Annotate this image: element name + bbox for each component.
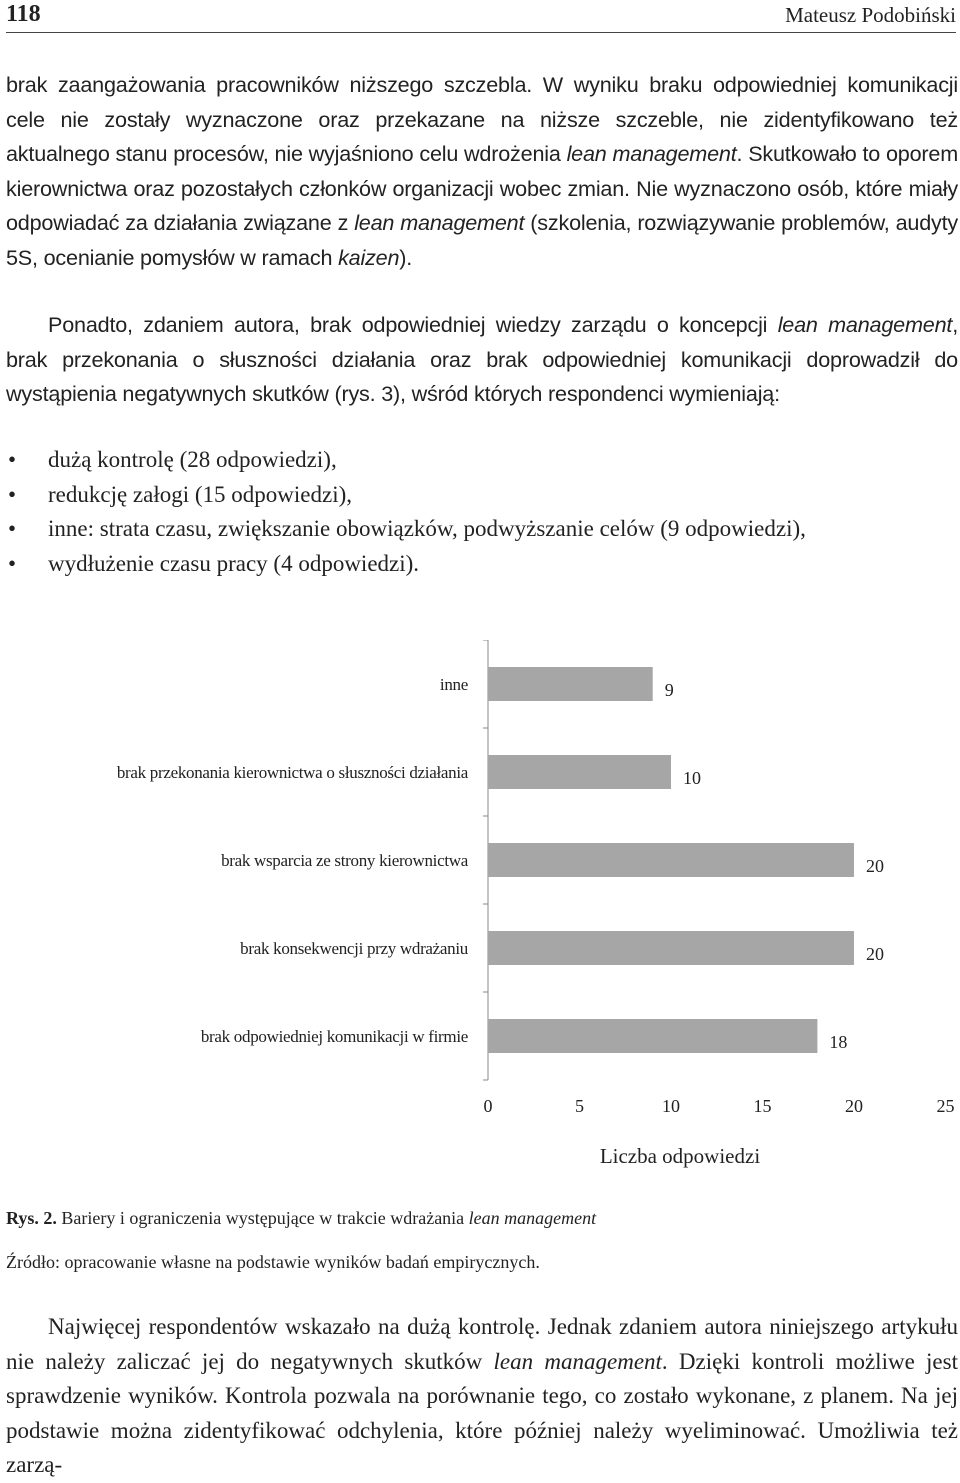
category-label: brak konsekwencji przy wdrażaniu <box>240 939 468 958</box>
caption-italic: lean management <box>468 1208 597 1228</box>
data-label: 20 <box>866 856 884 876</box>
data-label: 20 <box>866 944 884 964</box>
text-span: , brak przekonania o słuszności działania oraz brak odpowiedniej komunikacji doprowadził do wystąpienia negatywnych skutków (rys. 3), wśród których respondenci wymieniają: <box>6 312 958 406</box>
text-span: . Skutkowało to oporem kierownictwa oraz pozostałych członków organizacji wobec zmian. Nie wyznaczono osób, które miały odpowiadać za działania związane z <box>6 141 959 235</box>
list-item <box>6 512 958 547</box>
italic-term: lean management <box>566 141 737 166</box>
x-tick-label: 20 <box>845 1096 863 1116</box>
bullet-icon: • <box>8 550 17 576</box>
bar <box>488 667 653 701</box>
text-span: (szkolenia, rozwiązywanie problemów, audyty 5S, ocenianie pomysłów w ramach <box>6 210 959 270</box>
bar <box>488 755 671 789</box>
paragraph-2 <box>6 308 958 412</box>
bar-chart <box>0 640 960 1180</box>
text-span: Ponadto, zdaniem autora, brak odpowiedniej wiedzy zarządu o koncepcji <box>48 312 778 337</box>
figure-label: Rys. 2. <box>6 1208 57 1228</box>
bullet-icon: • <box>8 447 17 472</box>
text-span: brak zaangażowania pracowników niższego szczebla. W wyniku braku odpowiedniej komunikacji cele nie zostały wyznaczone oraz przekazane na niższe szczeble, nie zidentyfikowano też aktualnego stanu procesów, nie wyjaśniono celu wdrożenia <box>6 72 958 166</box>
list-item-text: wydłużenie czasu pracy (4 odpowiedzi). <box>48 550 420 576</box>
text-span: ). <box>399 244 413 270</box>
category-label: brak przekonania kierownictwa o słuszności działania <box>116 763 468 782</box>
data-label: 18 <box>829 1032 848 1052</box>
page-number: 118 <box>6 1 41 27</box>
bar <box>488 1019 817 1053</box>
list-item <box>6 547 958 582</box>
bar <box>488 931 854 965</box>
category-label: brak odpowiedniej komunikacji w firmie <box>200 1027 468 1046</box>
italic-term: kaizen <box>338 244 400 270</box>
list-item-text: redukcję załogi (15 odpowiedzi), <box>48 481 352 507</box>
figure-caption <box>6 1208 596 1229</box>
x-tick-label: 5 <box>575 1096 584 1116</box>
list-item-text: inne: strata czasu, zwiększanie obowiązków, podwyższanie celów (9 odpowiedzi), <box>48 516 806 541</box>
paragraph-3 <box>6 1310 958 1483</box>
caption-text: Bariery i ograniczenia występujące w trakcie wdrażania <box>56 1208 469 1228</box>
italic-term: lean management <box>777 312 953 337</box>
category-label: brak wsparcia ze strony kierownictwa <box>221 851 468 870</box>
page-header <box>6 0 956 33</box>
x-tick-label: 10 <box>662 1096 680 1116</box>
x-tick-label: 25 <box>936 1096 955 1116</box>
bullet-icon: • <box>8 481 17 507</box>
list-item <box>6 443 958 478</box>
bar <box>488 843 854 877</box>
x-axis-label: Liczba odpowiedzi <box>599 1144 761 1168</box>
text-span: Najwięcej respondentów wskazało na dużą kontrolę. Jednak zdaniem autora niniejszego artykułu nie należy zaliczać jej do negatywnych skutków <box>6 1314 958 1374</box>
italic-term: lean management <box>493 1348 662 1374</box>
bullet-list <box>6 443 958 581</box>
text-span: . Dzięki kontroli możliwe jest sprawdzenie wyników. Kontrola pozwala na porównanie tego, co zostało wykonane, z planem. Na jej podstawie można zidentyfikować odchylenia, które później należy wyeliminować. Umożliwia też zarzą- <box>6 1348 958 1477</box>
data-label: 10 <box>683 768 701 788</box>
x-tick-label: 15 <box>753 1096 772 1116</box>
bullet-icon: • <box>8 516 17 541</box>
category-label: inne <box>439 675 468 694</box>
running-author: Mateusz Podobiński <box>785 3 956 27</box>
list-item-text: dużą kontrolę (28 odpowiedzi), <box>48 447 337 472</box>
figure-source: Źródło: opracowanie własne na podstawie wyników badań empirycznych. <box>6 1252 540 1272</box>
italic-term: lean management <box>354 210 525 235</box>
x-tick-label: 0 <box>483 1096 493 1116</box>
paragraph-1 <box>6 68 958 275</box>
list-item <box>6 478 958 513</box>
chart-svg <box>0 640 960 1180</box>
data-label: 9 <box>664 680 674 700</box>
